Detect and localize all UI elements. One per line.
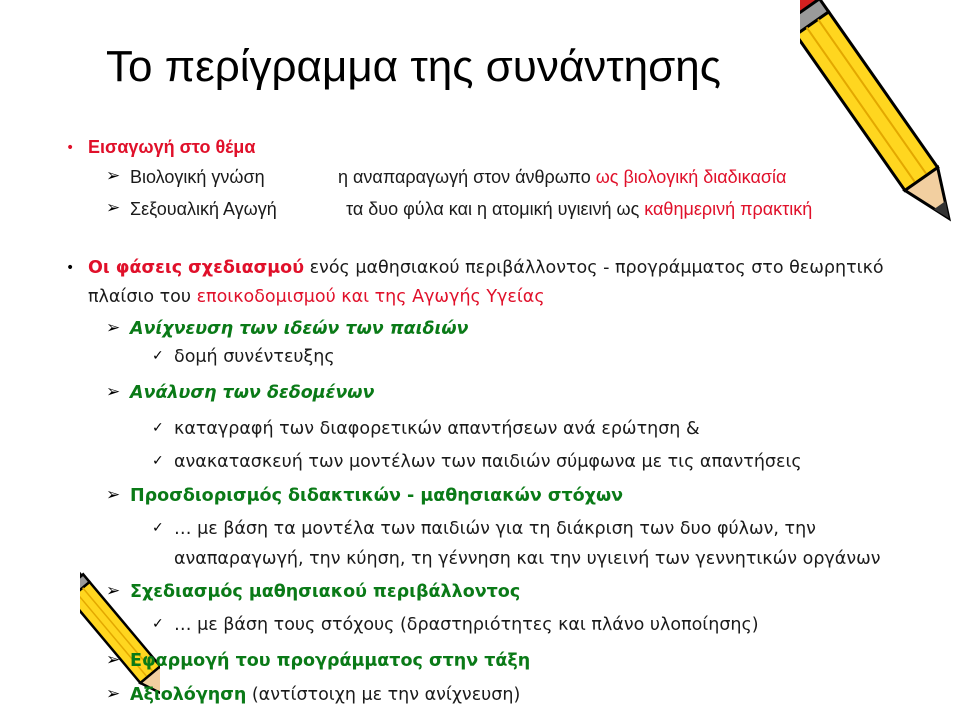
intro-heading: Εισαγωγή στο θέμα [88,137,256,157]
phases-intro-text: ενός μαθησιακού περιβάλλοντος - προγράμματος στο θεωρητικό [304,258,884,278]
arrow-icon: ➢ [106,318,121,338]
phases-intro-highlight: εποικοδομισμού και της Αγωγής Υγείας [196,287,545,307]
intro-row-2-right-text: τα δυο φύλα και η ατομική υγιεινή ως [346,199,645,219]
intro-row-2-right [346,198,812,220]
arrow-icon: ➢ [106,684,121,704]
phase-item-6 [130,684,520,706]
check-icon: ✓ [152,453,164,469]
check-icon: ✓ [152,616,164,632]
check-icon: ✓ [152,520,164,536]
arrow-icon: ➢ [106,650,121,670]
phase-item-3-detail-1: … με βάση τα μοντέλα των παιδιών για τη διάκριση των δυο φύλων, την [174,519,816,539]
arrow-icon: ➢ [106,166,121,186]
intro-row-1-right-text: η αναπαραγωγή στον άνθρωπο [338,167,596,187]
intro-row-1-right [338,166,786,188]
page-title: Το περίγραμμα της συνάντησης [106,42,721,91]
arrow-icon: ➢ [106,198,121,218]
phase-item-2-detail-2: ανακατασκευή των μοντέλων των παιδιών σύμφωνα με τις απαντήσεις [174,452,802,472]
arrow-icon: ➢ [106,382,121,402]
phase-item-3: Προσδιορισμός διδακτικών - μαθησιακών στόχων [130,486,624,506]
check-icon: ✓ [152,420,164,436]
phase-item-3-detail-2: αναπαραγωγή, την κύηση, τη γέννηση και την υγιεινή των γεννητικών οργάνων [174,549,881,569]
phase-item-2-detail-1: καταγραφή των διαφορετικών απαντήσεων ανά ερώτηση & [174,419,700,439]
phase-item-1: Ανίχνευση των ιδεών των παιδιών [130,319,469,339]
phase-item-4-detail: … με βάση τους στόχους (δραστηριότητες και πλάνο υλοποίησης) [174,615,759,635]
bullet-icon: • [66,260,75,276]
bullet-icon: • [66,140,75,156]
pencil-icon [800,0,960,240]
phase-item-4: Σχεδιασμός μαθησιακού περιβάλλοντος [130,582,521,602]
phase-item-2: Ανάλυση των δεδομένων [130,383,375,403]
phase-item-6-note: (αντίστοιχη με την ανίχνευση) [246,685,521,705]
check-icon: ✓ [152,348,164,364]
intro-row-1-left: Βιολογική γνώση [130,167,265,187]
arrow-icon: ➢ [106,581,121,601]
phase-item-5: Εφαρμογή του προγράμματος στην τάξη [130,651,531,671]
phases-intro-line-2 [88,286,545,308]
arrow-icon: ➢ [106,485,121,505]
phases-heading: Οι φάσεις σχεδιασμού [88,258,305,278]
phases-intro-text-2: πλαίσιο του [88,287,197,307]
intro-row-1-right-highlight: ως βιολογική διαδικασία [595,167,787,187]
phase-item-1-detail: δομή συνέντευξης [174,347,335,367]
phases-intro-line-1 [88,257,884,279]
intro-row-2-right-highlight: καθημερινή πρακτική [644,199,813,219]
intro-row-2-left: Σεξουαλική Αγωγή [130,199,277,219]
phase-item-6-label: Αξιολόγηση [130,685,247,705]
